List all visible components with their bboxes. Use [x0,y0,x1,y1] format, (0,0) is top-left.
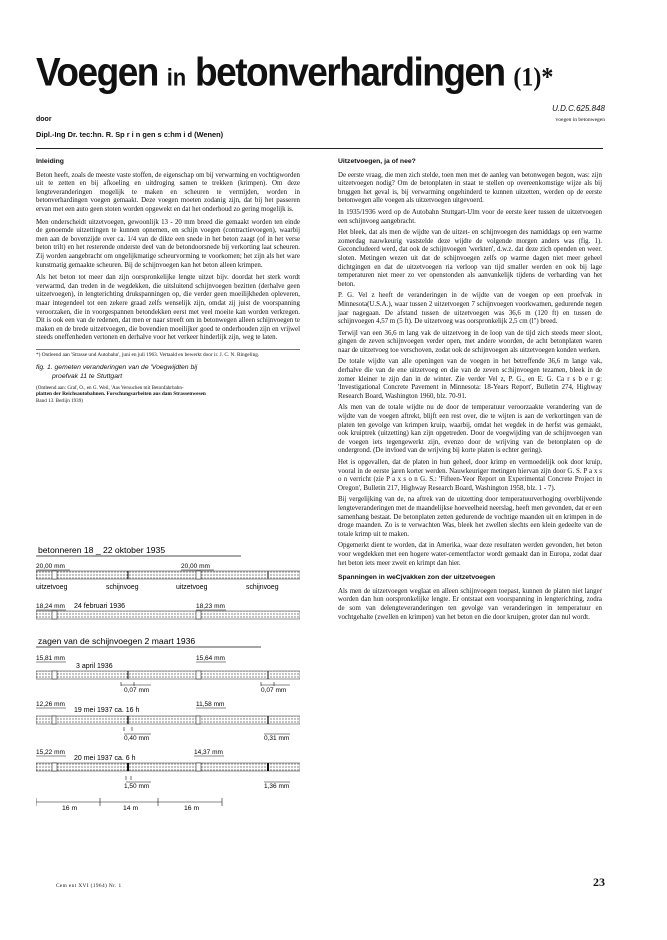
row2-date: 24 februari 1936 [74,603,125,610]
measure-1823: 18,23 mm [196,603,225,610]
paragraph: Men onderscheidt uitzetvoegen, gewoonlijk 13 - 20 mm breed die gemaakt worden ten einde de genoemde uitzettingen te kunnen opnemen, en schijn voegen (contractievoegen), waarbij men aan de bovenzijde over ca. 1/4 van de dikte een snede in het beton zaagt (of in het verse beton trilt) en het resterende onderste deel van de betondoorsnede bij verkorting laat scheuren. Zij worden aangebracht om ongelijkmatige scheurvorming te voorkomen; het zijn als het ware kunstmatig gemaakte scheuren. Bij de schijnvoegen kan het beton alleen krimpen. [36,218,300,269]
slab-row4 [36,671,300,679]
paragraph: Als men de uitzetvoegen weglaat en alleen schijnvoegen toepast, kunnen de platen niet langer worden dan hun oorspronkelijke lengte. Er ontstaat een voorspanning in lengterichting, zodra de som van delengteveranderingen ten gevolge van veranderingen in temperatuur en vochtgehalte (zwellen en krimpen) van het beton en die door kruipen, groter dan nul wordt. [338,587,602,621]
keywords: voegen in betonwegen [555,117,605,123]
measure-007a: 0,07 mm [124,687,150,694]
footnote: *) Ontleend aan 'Strasse und Autobahn', juni en juli 1963. Vertaald en bewerkt door ir. J. C. N. Ringeling. [36,349,300,358]
journal-reference: Cem ent XVI (1964) Nr. 1 [56,883,122,889]
measure-1564: 15,64 mm [196,655,225,662]
measure-150: 1,50 mm [124,783,150,790]
paragraph: Terwijl van een 36,6 m lang vak de uitzetvoeg in de loop van de tijd zich steeds meer sloot, gingen de zeven schijnvoegen verder open, met andere woorden, de acht betonplaten waren naar de uitzetvoeg toe verschoven, zodat ook de schijnvoegen als uitzetvoegen konden werken. [338,329,602,354]
dim-16m-b: 16 m [184,805,200,812]
measure-1158: 11,58 mm [196,701,225,708]
figure-caption: fig. 1. gemeten veranderingen van de 'Voegwijdten bij proefvak 11 te Stuttgart [36,364,198,380]
measure-136: 1,36 mm [264,783,290,790]
figure-source: (Ontleend aan: Graf, O., en G. Weil, 'Aas Versuchen mit Betonfahrbahn- platten der Reichsautobahnen. Forschungsarbeiten aus dam Strassenwesen Band 13. Berlijn 1939) [36,385,206,404]
measure-1226: 12,26 mm [36,701,65,708]
label-schijnvoeg-2: schijnvoeg [246,584,279,591]
page-number: 23 [593,875,605,889]
left-column [36,152,300,408]
byline-door: door [36,116,52,123]
section-heading-inleiding: Inleiding [36,158,64,165]
measure-1437: 14,37 mm [194,749,223,756]
measure-007b: 0,07 mm [261,687,287,694]
measure-1824: 18,24 mm [36,603,65,610]
measure-040: 0,40 mm [124,735,150,742]
label-schijnvoeg-1: schijnvoeg [106,584,139,591]
right-column [338,152,602,625]
label-uitzetvoeg-2: uitzetvoeg [176,584,208,591]
section-heading-uitzetvoegen: Uitzetvoegen, ja of nee? [338,158,416,165]
joint-width-diagram [36,544,300,854]
measure-2000a: 20,00 mm [36,563,65,570]
paragraph: Beton heeft, zoals de meeste vaste stoffen, de eigenschap om bij verwarming en vochtigworden uit te zetten en bij afkoeling en uitdroging samen te trekken (krimpen). Om deze lengteveranderingen mogelijk te maken en scheuren te vermijden, worden in betonverhardingen voegen gemaakt. Deze voegen moeten zodanig zijn, dat bij het passeren ervan met een auto geen stoten worden opgewekt en dat het onderhoud zo gering mogelijk is. [36,171,300,213]
paragraph: Het is opgevallen, dat de platen in hun geheel, door krimp en vermoedelijk ook door kruip, vooral in de eerste jaren korter werden. Nauwkeuriger metingen hiervan zijn door G. S. P a x s o n verricht (zie P a x s o n G. S.: 'Fifteen-Yeor Report on Experimental Concrete Project in Oregon', Bulletin 217, Highway Research Board, Washington 1958, blz. 1 - 7). [338,459,602,492]
paragraph: Opgemerkt dient te worden, dat in Amerika, waar deze resultaten werden gevonden, het beton voor wegdekken met een hogere water-cementfactor wordt gemaakt dan in Europa, zodat daar het beton iets meer zweit en krimpt dan hier. [338,542,602,567]
slab-row6 [36,763,300,771]
row1-date: betonneren 18 _ 22 oktober 1935 [38,545,166,555]
paragraph: In 1935/1936 werd op de Autobahn Stuttgart-Ulm voor de eerste keer tussen de uitzetvoegen een schijnvoeg aangebracht. [338,208,602,225]
header-rule [36,148,603,149]
slab-row5 [36,716,300,724]
row4-date: 3 april 1936 [76,663,113,670]
paragraph: Het bleek, dat als men de wijdte van de uitzet- en schijnvoegen des namiddags op een warme zomerdag nauwkeurig vaststelde deze wijdte de volgende morgen anders was (fig. 1). Geconcludeerd werd, dat ook de schijnvoegen 'werkten', d.w.z. dat deze zich openden en weer. sloten. Metingen wezen uit dat de schijnvoegen zelfs op warme dagen niet meer geheel dichtgingen en dat de uitzetvoegen ria verloop van tijd smaller werden en ook bij lage temperaturen niet meer zo ver openstonden als aanvankelijk tijdens de verharding van het beton. [338,229,602,288]
measure-031: 0,31 mm [264,735,290,742]
measure-1522: 15,22 mm [36,749,65,756]
paragraph: Bij vergelijking van de, na aftrek van de uitzetting door temperatuurverhoging overblijvende lengteveranderingen met de maandelijkse hoeveelheid neerslag, heeft men gevonden, dat er een samenhang bestaat. De betonplaten zetten gedurende de vochtige maanden uit en krimpen in de droge maanden. Zo is te verwachten Was, bleek het zwellen slechts een klein gedeelte van de totale krimp uit te maken. [338,496,602,538]
article-title: Voegen in betonverhardingen (1)* [36,50,554,95]
label-uitzetvoeg-1: uitzetvoeg [36,584,68,591]
udc-code: U.D.C.625.848 [552,104,605,113]
section-heading-spanningen: Spanningen in weCjvakken zon der uitzetvoegen [338,574,496,582]
paragraph: Als men van de totale wijdte nu de door de temperatuur veroorzaakte verandering van de wijdte van de voegen aftrekt, blijft een rest over, die te wijten is aan de verkortingen van de platen ten gevolge van krimpen kruip, waarbij, omdat het wegdek in de herfst was gemaakt, ook kruiptrek (uitzetting) kan zijn opgetreden. Door de voegwijding van de schijnvoegen van de voegen iets tegengewerkt zijn, evenzo door de wrijving van de betonplaten op de ondergrond. (De invloed van de wrijving bij korte platen is echter gering). [338,404,602,455]
paragraph: P. G. Vel z heeft de veranderingen in de wijdte van de voegen op een proefvak in Minnesota(U.S.A.), waar tussen 2 uitzetvoegen 7 schijnvoegen voorkwamen, gedurende negen jaar nagegaan. De afstand tussen de uitzetvoegen was 36,6 m (120 ft) en tussen de schijnvoegen 4,57 m (5 ft). De uitzetvoeg was oorspronkelijk 2,5 cm (l") breed. [338,292,602,326]
row6-date: 20 mei 1937 ca. 6 h [74,755,136,762]
row3-date: zagen van de schijnvoegen 2 maart 1936 [38,636,196,646]
row5-date: 19 mei 1937 ca. 16 h [74,707,140,714]
measure-2000b: 20,00 mm [181,563,210,570]
dim-16m-a: 16 m [62,805,78,812]
slab-row1 [36,571,300,579]
dim-14m: 14 m [123,805,139,812]
paragraph: De totale wijdte van alle openingen van de voegen in het betreffende 36,6 m lange vak, derhalve die van de ene uitzetvoeg en die van de zeven sc:hijnvoegen tezamen, bleek in de zomer kleiner te zijn dan in de winter. Zie verder Vel z, P. G., en E. G. Ca r s b e r g: 'Investigational Concrete Pavement in Minnesota: 18-Years Report', Bulletin 274, Highway Research Board, Washington 1960, blz. 70-91. [338,358,602,400]
paragraph: Als het beton tot meer dan zijn oorspronkelijke lengte uitzet bijv. doordat het sterk wordt verwarmd, dan treden in de wegdekken, die uitsluitend schijnvoegen bezitten (derhalve geen uitzetvoegen), in lengterichting drukspanningen op, die verder geen moeilijkheden opleveren, maar integendeel tot een zekere graad zelfs wenselijk zijn, omdat zij juist de voorspanning veroorzaken, die in voorgespannen betondekken eerst met veel moeite kan worden verkregen. Dit is ook een van de redenen, dat men er naar streeft om in betonwegen alleen schijnvoegen te maken en de brede uitzetvoegen, die bovendien moeilijker goed te onderhouden zijn en vrijwel steeds oneffenheden vertonen en derhalve voor het verkeer hinderlijk zijn, weg te laten. [36,274,300,342]
measure-1581: 15,81 mm [36,655,65,662]
paragraph: De eerste vraag, die men zich stelde, toen men met de aanleg van betonwegen begon, was: zijn uitzetvoegen nodig? Om de betonplaten in staat te stellen op overeenkomstige wijze als bij bruggen het geval is, bij verwarming ongehinderd te kunnen uitzetten, werden op de eerste betonwegen alle voegen als uitzetvoegen uitgevoerd. [338,171,602,205]
slab-row2 [36,611,300,619]
author: Dipl.-Ing Dr. tec:hn. R. Sp r i n gen s c:hm i d (Wenen) [36,130,224,139]
